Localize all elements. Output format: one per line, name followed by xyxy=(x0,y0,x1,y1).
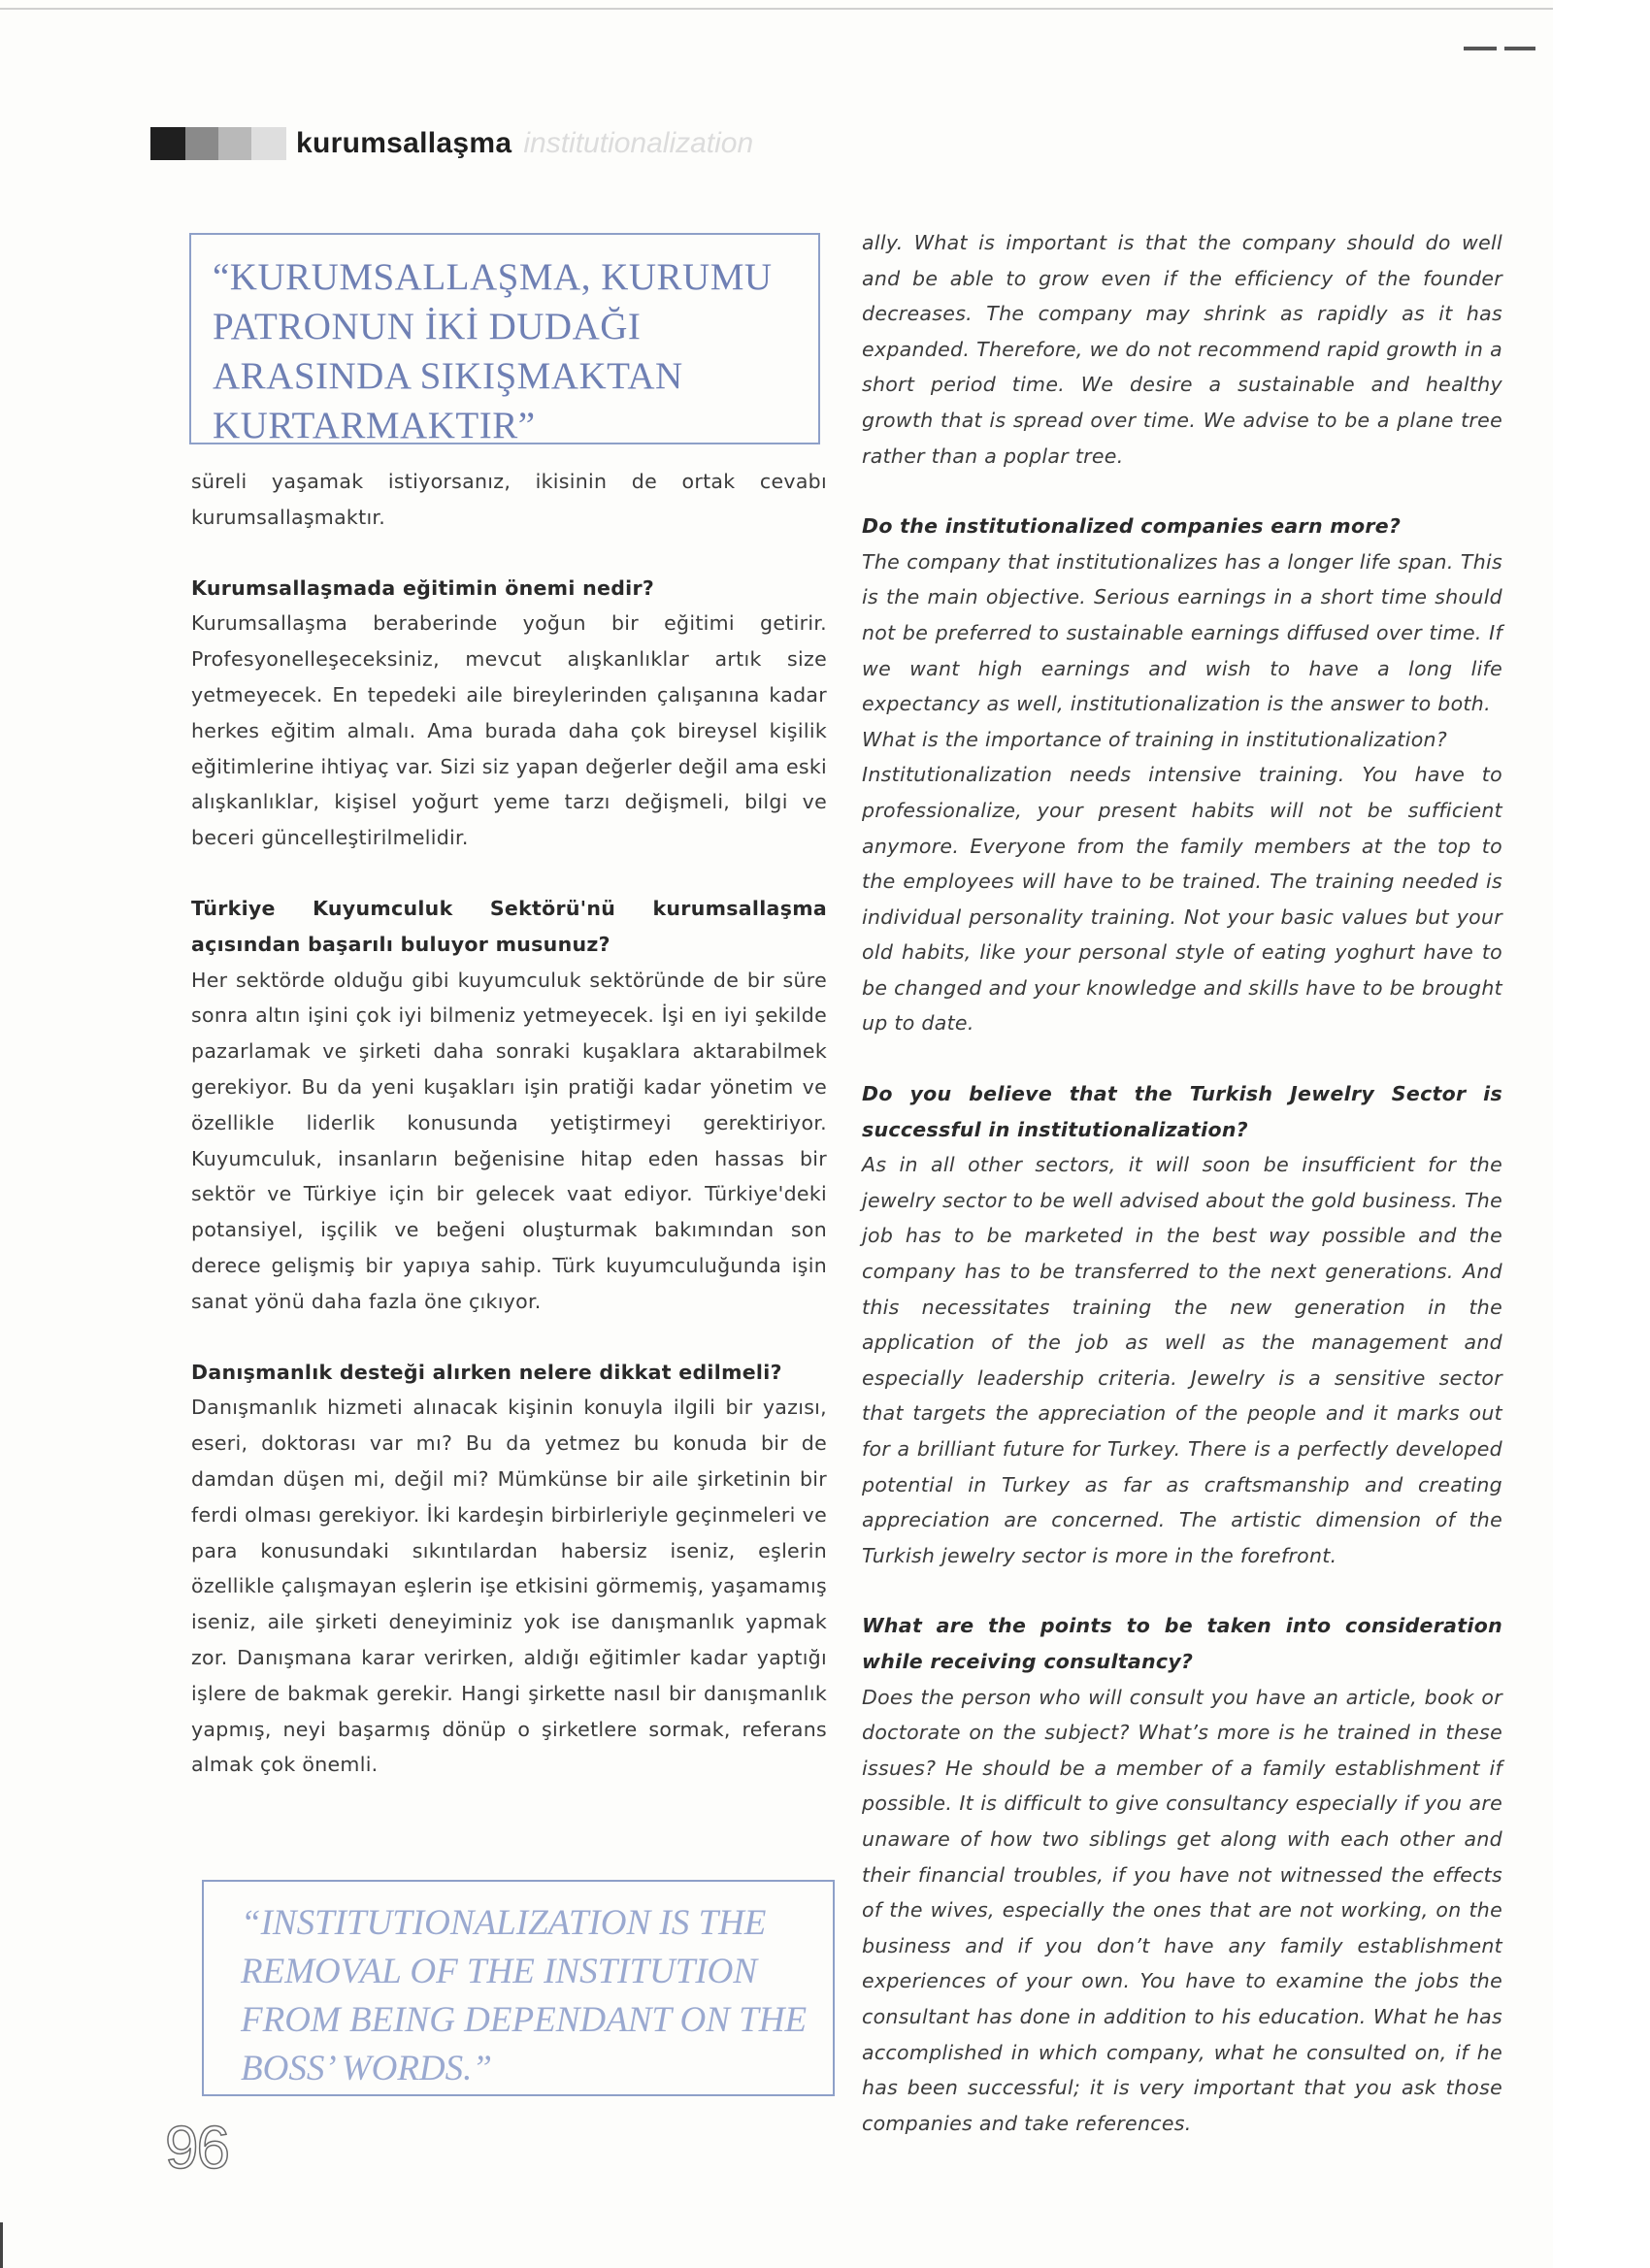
answer-paragraph: Danışmanlık hizmeti alınacak kişinin konuyla ilgili bir yazısı, eseri, doktorası var mı? Bu da yetmez bu konuda bir de damdan düşen mi, değil mi? Mümkünse bir aile şirketinin bir ferdi olması gerekiyor. İki kardeşin birbirleriyle geçinmeleri ve para konusundaki sıkıntılardan habersiz iseniz, eşlerin özellikle çalışmayan eşlerin işe etkisini görmemiş, yaşamamış iseniz, aile şirketi deneyiminiz yok ise danışmanlık yapmak zor. Danışmana karar verirken, aldığı eğitimler kadar yaptığı işlere de bakmak gerekir. Hangi şirkette nasıl bir danışmanlık yapmış, neyi başarmış dönüp o şirketlere sormak, referans almak çok önemli. xyxy=(191,1396,827,1777)
question-heading: Kurumsallaşmada eğitimin önemi nedir? xyxy=(191,575,655,600)
pull-quote-en: “INSTITUTIONALIZATION IS THE REMOVAL OF THE INSTITUTION FROM BEING DEPENDANT ON THE BOSS’ WORDS.” xyxy=(202,1880,835,2096)
header-block xyxy=(150,127,185,160)
header-block xyxy=(185,127,218,160)
left-column xyxy=(191,464,827,1783)
intro-paragraph: ally. What is important is that the company should do well and be able to grow even if the efficiency of the founder decreases. The company may shrink as rapidly as it has expanded. Therefore, we do not recommend rapid growth in a short period time. We desire a sustainable and healthy growth that is spread over time. We advise to be a plane tree rather than a poplar tree. xyxy=(862,231,1502,468)
section-title-en: institutionalization xyxy=(523,127,754,159)
answer-paragraph: Kurumsallaşma beraberinde yoğun bir eğitimi getirir. Profesyonelleşeceksiniz, mevcut alışkanlıklar artık size yetmeyecek. En tepedeki aile bireylerinden çalışanına kadar herkes eğitim almalı. Ama burada daha çok bireysel kişilik eğitimlerine ihtiyaç var. Sizi siz yapan değerler değil ama eski alışkanlıklar, kişisel yoğurt yeme tarzı değişmeli, bilgi ve beceri güncelleştirilmelidir. xyxy=(191,611,828,850)
question-heading: Do the institutionalized companies earn more? xyxy=(862,514,1402,539)
corner-mark xyxy=(1464,47,1497,50)
answer-paragraph: Institutionalization needs intensive training. You have to professionalize, your present habits will not be sufficient anymore. Everyone from the family members at the top to the employees will have to be trained. The training needed is individual personality training. Not your basic values but your old habits, like your personal style of eating yoghurt have to be changed and your knowledge and skills have to be brought up to date. xyxy=(862,763,1502,1035)
page-number: 96 xyxy=(165,2115,228,2182)
question-heading: What are the points to be taken into consideration while receiving consultancy? xyxy=(862,1614,1502,1673)
section-header xyxy=(150,124,753,163)
question-heading: Türkiye Kuyumculuk Sektörü'nü kurumsallaşma açısından başarılı buluyor musunuz? xyxy=(191,896,827,956)
intro-paragraph: süreli yaşamak istiyorsanız, ikisinin de ortak cevabı kurumsallaşmaktır. xyxy=(191,470,827,529)
header-color-blocks xyxy=(150,127,286,160)
question-heading: Do you believe that the Turkish Jewelry Sector is successful in institutionalization? xyxy=(862,1082,1502,1141)
top-rule xyxy=(0,8,1553,10)
header-block xyxy=(251,127,286,160)
section-title-tr: kurumsallaşma xyxy=(296,127,512,159)
answer-paragraph: Does the person who will consult you have an article, book or doctorate on the subject? What’s more is he trained in these issues? He should be a member of a family establishment if possible. It is difficult to give consultancy especially if you are unaware of how two siblings get along with each other and their financial troubles, if you have not witnessed the effects of the wives, especially the ones that are not working, on the business and if you don’t have any family establishment experiences of your own. You have to examine the jobs the consultant has done in addition to his education. What he has accomplished in which company, what he consulted on, if he has been successful; it is very important that you ask those companies and take references. xyxy=(862,1685,1502,2135)
page-edge xyxy=(1553,0,1650,2268)
corner-mark xyxy=(1504,47,1535,50)
answer-paragraph: Her sektörde olduğu gibi kuyumculuk sektöründe de bir süre sonra altın işini çok iyi bilmeniz yetmeyecek. İşi en iyi şekilde pazarlamak ve şirketi daha sonraki kuşaklara aktarabilmek gerekiyor. Bu da yeni kuşakları işin pratiği kadar yönetim ve özellikle liderlik konusunda yetiştirmeyi gerektiriyor. Kuyumculuk, insanların beğenisine hitap eden hassas bir sektör ve Türkiye için bir gelecek vaat ediyor. Türkiye'deki potansiyel, işçilik ve beğeni oluşturmak bakımından son derece gelişmiş bir yapıya sahip. Türk kuyumculuğunda işin sanat yönü daha fazla öne çıkıyor. xyxy=(191,968,827,1313)
edge-mark xyxy=(0,2222,3,2268)
header-block xyxy=(218,127,251,160)
question-heading: What is the importance of training in institutionalization? xyxy=(862,727,1448,751)
pull-quote-tr: “KURUMSALLAŞMA, KURUMU PATRONUN İKİ DUDAĞI ARASINDA SIKIŞMAKTAN KURTARMAKTIR” xyxy=(189,233,820,444)
answer-paragraph: The company that institutionalizes has a longer life span. This is the main objective. Serious earnings in a short time should not be preferred to sustainable earnings diffused over time. If we want high earnings and wish to have a long life expectancy as well, institutionalization is the answer to both. xyxy=(862,549,1502,716)
right-column xyxy=(862,225,1502,2141)
question-heading: Danışmanlık desteği alırken nelere dikkat edilmeli? xyxy=(191,1360,782,1384)
answer-paragraph: As in all other sectors, it will soon be insufficient for the jewelry sector to be well advised about the gold business. The job has to be marketed in the best way possible and the company has to be transferred to the next generations. And this necessitates training the new generation in the application of the job as well as the management and especially leadership criteria. Jewelry is a sensitive sector that targets the appreciation of the people and it marks out for a brilliant future for Turkey. There is a perfectly developed potential in Turkey as far as craftsmanship and creating appreciation are concerned. The artistic dimension of the Turkish jewelry sector is more in the forefront. xyxy=(862,1153,1502,1567)
